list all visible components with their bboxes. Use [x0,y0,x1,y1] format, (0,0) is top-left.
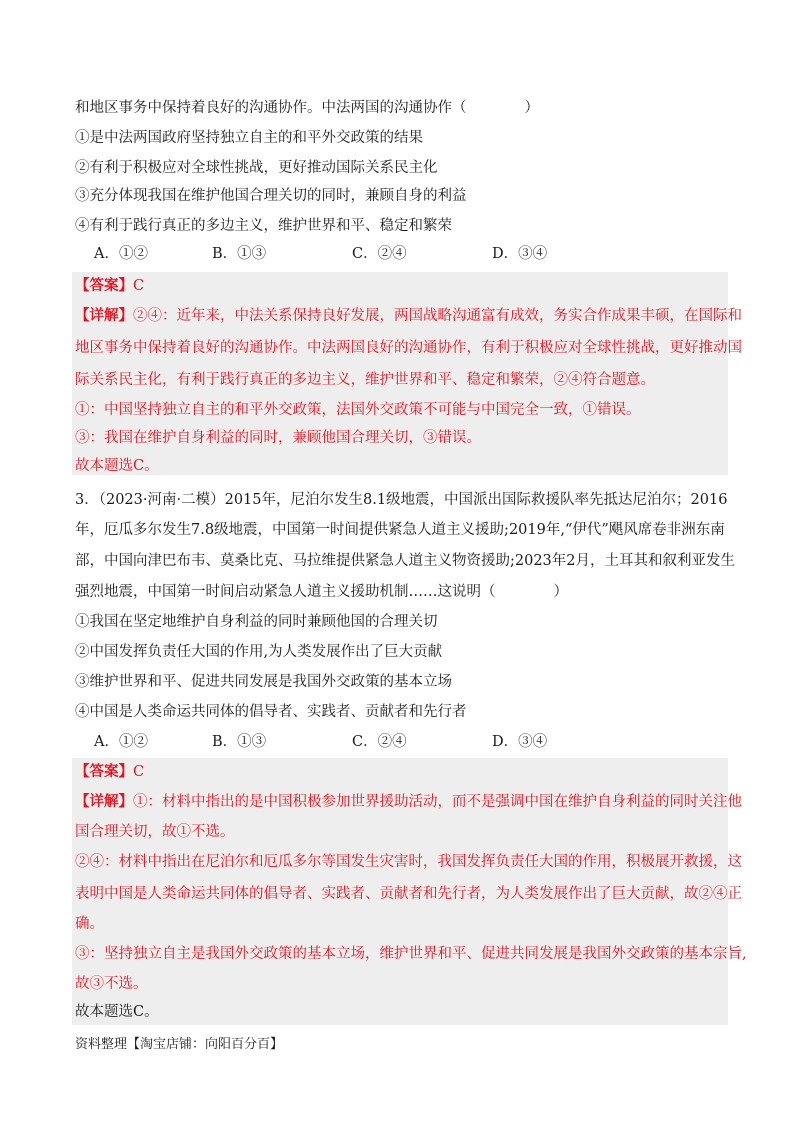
q3-option-d: D．③④ [492,734,548,750]
q2-statement-2: ②有利于积极应对全球性挑战，更好推动国际关系民主化 [75,160,438,176]
q3-stem-line-2: 年，厄瓜多尔发生7.8级地震，中国第一时间提供紧急人道主义援助;2019年,“伊代”飓风席卷非洲东南 [75,522,725,538]
q3-answer-label: 【答案】 [75,763,133,780]
q2-option-d: D．③④ [492,246,548,262]
q3-statement-4: ④中国是人类命运共同体的倡导者、实践者、贡献者和先行者 [75,704,467,720]
footer-source: 资料整理【淘宝店铺：向阳百分百】 [75,1037,284,1052]
q3-detail-line-1 [75,792,742,812]
q2-detail-line-2: 地区事务中保持着良好的沟通协作。中法两国良好的沟通协作，有利于积极应对全球性挑战，更好推动国 [75,340,742,356]
q3-stem-line-4: 强烈地震，中国第一时间启动紧急人道主义援助机制……这说明（ ） [75,584,568,600]
q3-stem-line-1: 3．（2023·河南·二模）2015年，尼泊尔发生8.1级地震，中国派出国际救援队率先抵达尼泊尔；2016 [75,492,728,508]
q3-detail-text-1: ①：材料中指出的是中国积极参加世界援助活动，而不是强调中国在维护自身利益的同时关注他 [133,794,742,810]
q3-option-b: B．①③ [212,734,267,750]
q3-detail-line-7: 故③不选。 [75,976,148,992]
q2-answer-label: 【答案】 [75,277,133,294]
q2-detail-line-3: 际关系民主化，有利于践行真正的多边主义，维护世界和平、稳定和繁荣，②④符合题意。 [75,372,655,388]
q2-detail-line-5: ③：我国在维护自身利益的同时，兼顾他国合理关切，③错误。 [75,430,481,446]
q3-conclusion: 故本题选C。 [75,1004,159,1020]
q3-answer [75,762,144,782]
q3-option-c: C．②④ [352,734,407,750]
q3-stem-line-3: 部，中国向津巴布韦、莫桑比克、马拉维提供紧急人道主义物资援助;2023年2月，土耳其和叙利亚发生 [75,553,736,569]
q3-answer-value: C [133,764,145,780]
q2-conclusion: 故本题选C。 [75,458,159,474]
q2-detail-line-4: ①：中国坚持独立自主的和平外交政策，法国外交政策不可能与中国完全一致，①错误。 [75,402,641,418]
q3-statement-1: ①我国在坚定地维护自身利益的同时兼顾他国的合理关切 [75,614,438,630]
q2-stem-tail: 和地区事务中保持着良好的沟通协作。中法两国的沟通协作（ ） [75,100,539,116]
q2-statement-3: ③充分体现我国在维护他国合理关切的同时，兼顾自身的利益 [75,188,467,204]
q2-detail-text-1: ②④：近年来，中法关系保持良好发展，两国战略沟通富有成效，务实合作成果丰硕，在国际和 [133,308,742,324]
q3-statement-3: ③维护世界和平、促进共同发展是我国外交政策的基本立场 [75,674,452,690]
q2-detail-line-1 [75,306,742,326]
q2-answer [75,276,144,296]
q2-statement-4: ④有利于践行真正的多边主义，维护世界和平、稳定和繁荣 [75,218,452,234]
q2-answer-value: C [133,278,145,294]
q3-detail-line-2: 国合理关切，故①不选。 [75,824,235,840]
q3-detail-line-4: 表明中国是人类命运共同体的倡导者、实践者、贡献者和先行者，为人类发展作出了巨大贡献，故②④正 [75,886,742,902]
q2-option-b: B．①③ [212,246,267,262]
q2-option-c: C．②④ [352,246,407,262]
q2-option-a: A．①② [94,246,148,262]
q3-statement-2: ②中国发挥负责任大国的作用,为人类发展作出了巨大贡献 [75,644,443,660]
q3-detail-line-5: 确。 [75,916,104,932]
q3-detail-line-3: ②④：材料中指出在尼泊尔和厄瓜多尔等国发生灾害时，我国发挥负责任大国的作用，积极展开救援，这 [75,854,742,870]
q2-detail-label: 【详解】 [75,307,133,324]
q3-option-a: A．①② [94,734,148,750]
q2-statement-1: ①是中法两国政府坚持独立自主的和平外交政策的结果 [75,130,423,146]
q3-detail-line-6: ③：坚持独立自主是我国外交政策的基本立场，维护世界和平、促进共同发展是我国外交政策的基本宗旨, [75,946,747,962]
q3-detail-label: 【详解】 [75,793,133,810]
